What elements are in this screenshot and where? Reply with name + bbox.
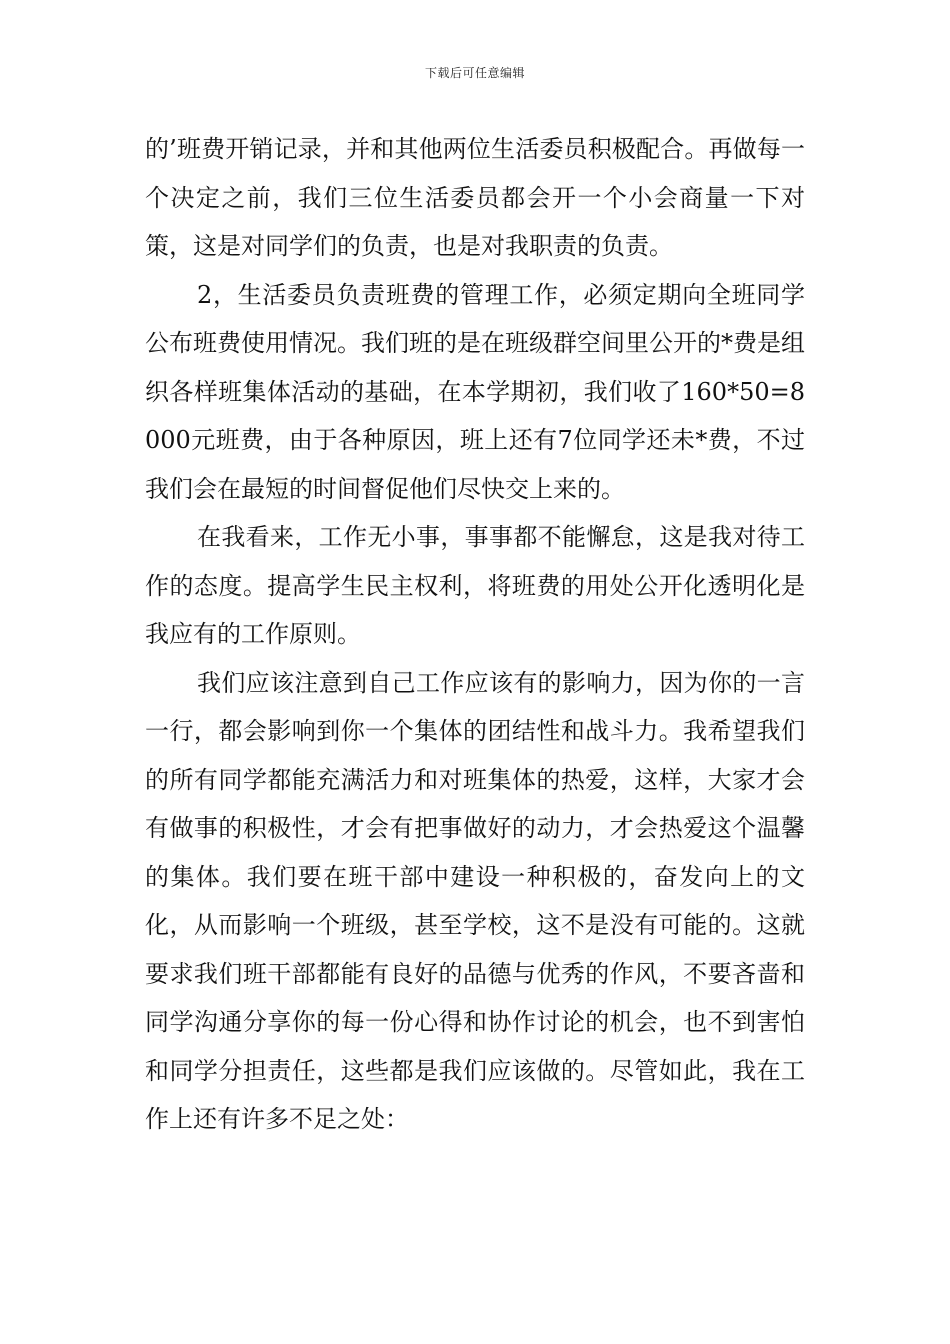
- paragraph-influence: 我们应该注意到自己工作应该有的影响力，因为你的一言一行，都会影响到你一个集体的团结性和战斗力。我希望我们的所有同学都能充满活力和对班集体的热爱，这样，大家才会有做事的积极性，才会有把事做好的动力，才会热爱这个温馨的集体。我们要在班干部中建设一种积极的，奋发向上的文化，从而影响一个班级，甚至学校，这不是没有可能的。这就要求我们班干部都能有良好的品德与优秀的作风，不要吝啬和同学沟通分享你的每一份心得和协作讨论的机会，也不到害怕和同学分担责任，这些都是我们应该做的。尽管如此，我在工作上还有许多不足之处：: [145, 668, 805, 1133]
- header-note: 下载后可任意编辑: [424, 66, 525, 80]
- paragraph-class-fee-management: 2，生活委员负责班费的管理工作，必须定期向全班同学公布班费使用情况。我们班的是在班级群空间里公开的*费是组织各样班集体活动的基础，在本学期初，我们收了160*50=8000元班费，由于各种原因，班上还有7位同学还未*费，不过我们会在最短的时间督促他们尽快交上来的。: [145, 280, 805, 503]
- paragraph-continued: 的’班费开销记录，并和其他两位生活委员积极配合。再做每一个决定之前，我们三位生活委员都会开一个小会商量一下对策，这是对同学们的负责，也是对我职责的负责。: [145, 135, 805, 260]
- document-body: [145, 125, 805, 1144]
- paragraph-work-attitude: 在我看来，工作无小事，事事都不能懈怠，这是我对待工作的态度。提高学生民主权利，将班费的用处公开化透明化是我应有的工作原则。: [145, 523, 805, 648]
